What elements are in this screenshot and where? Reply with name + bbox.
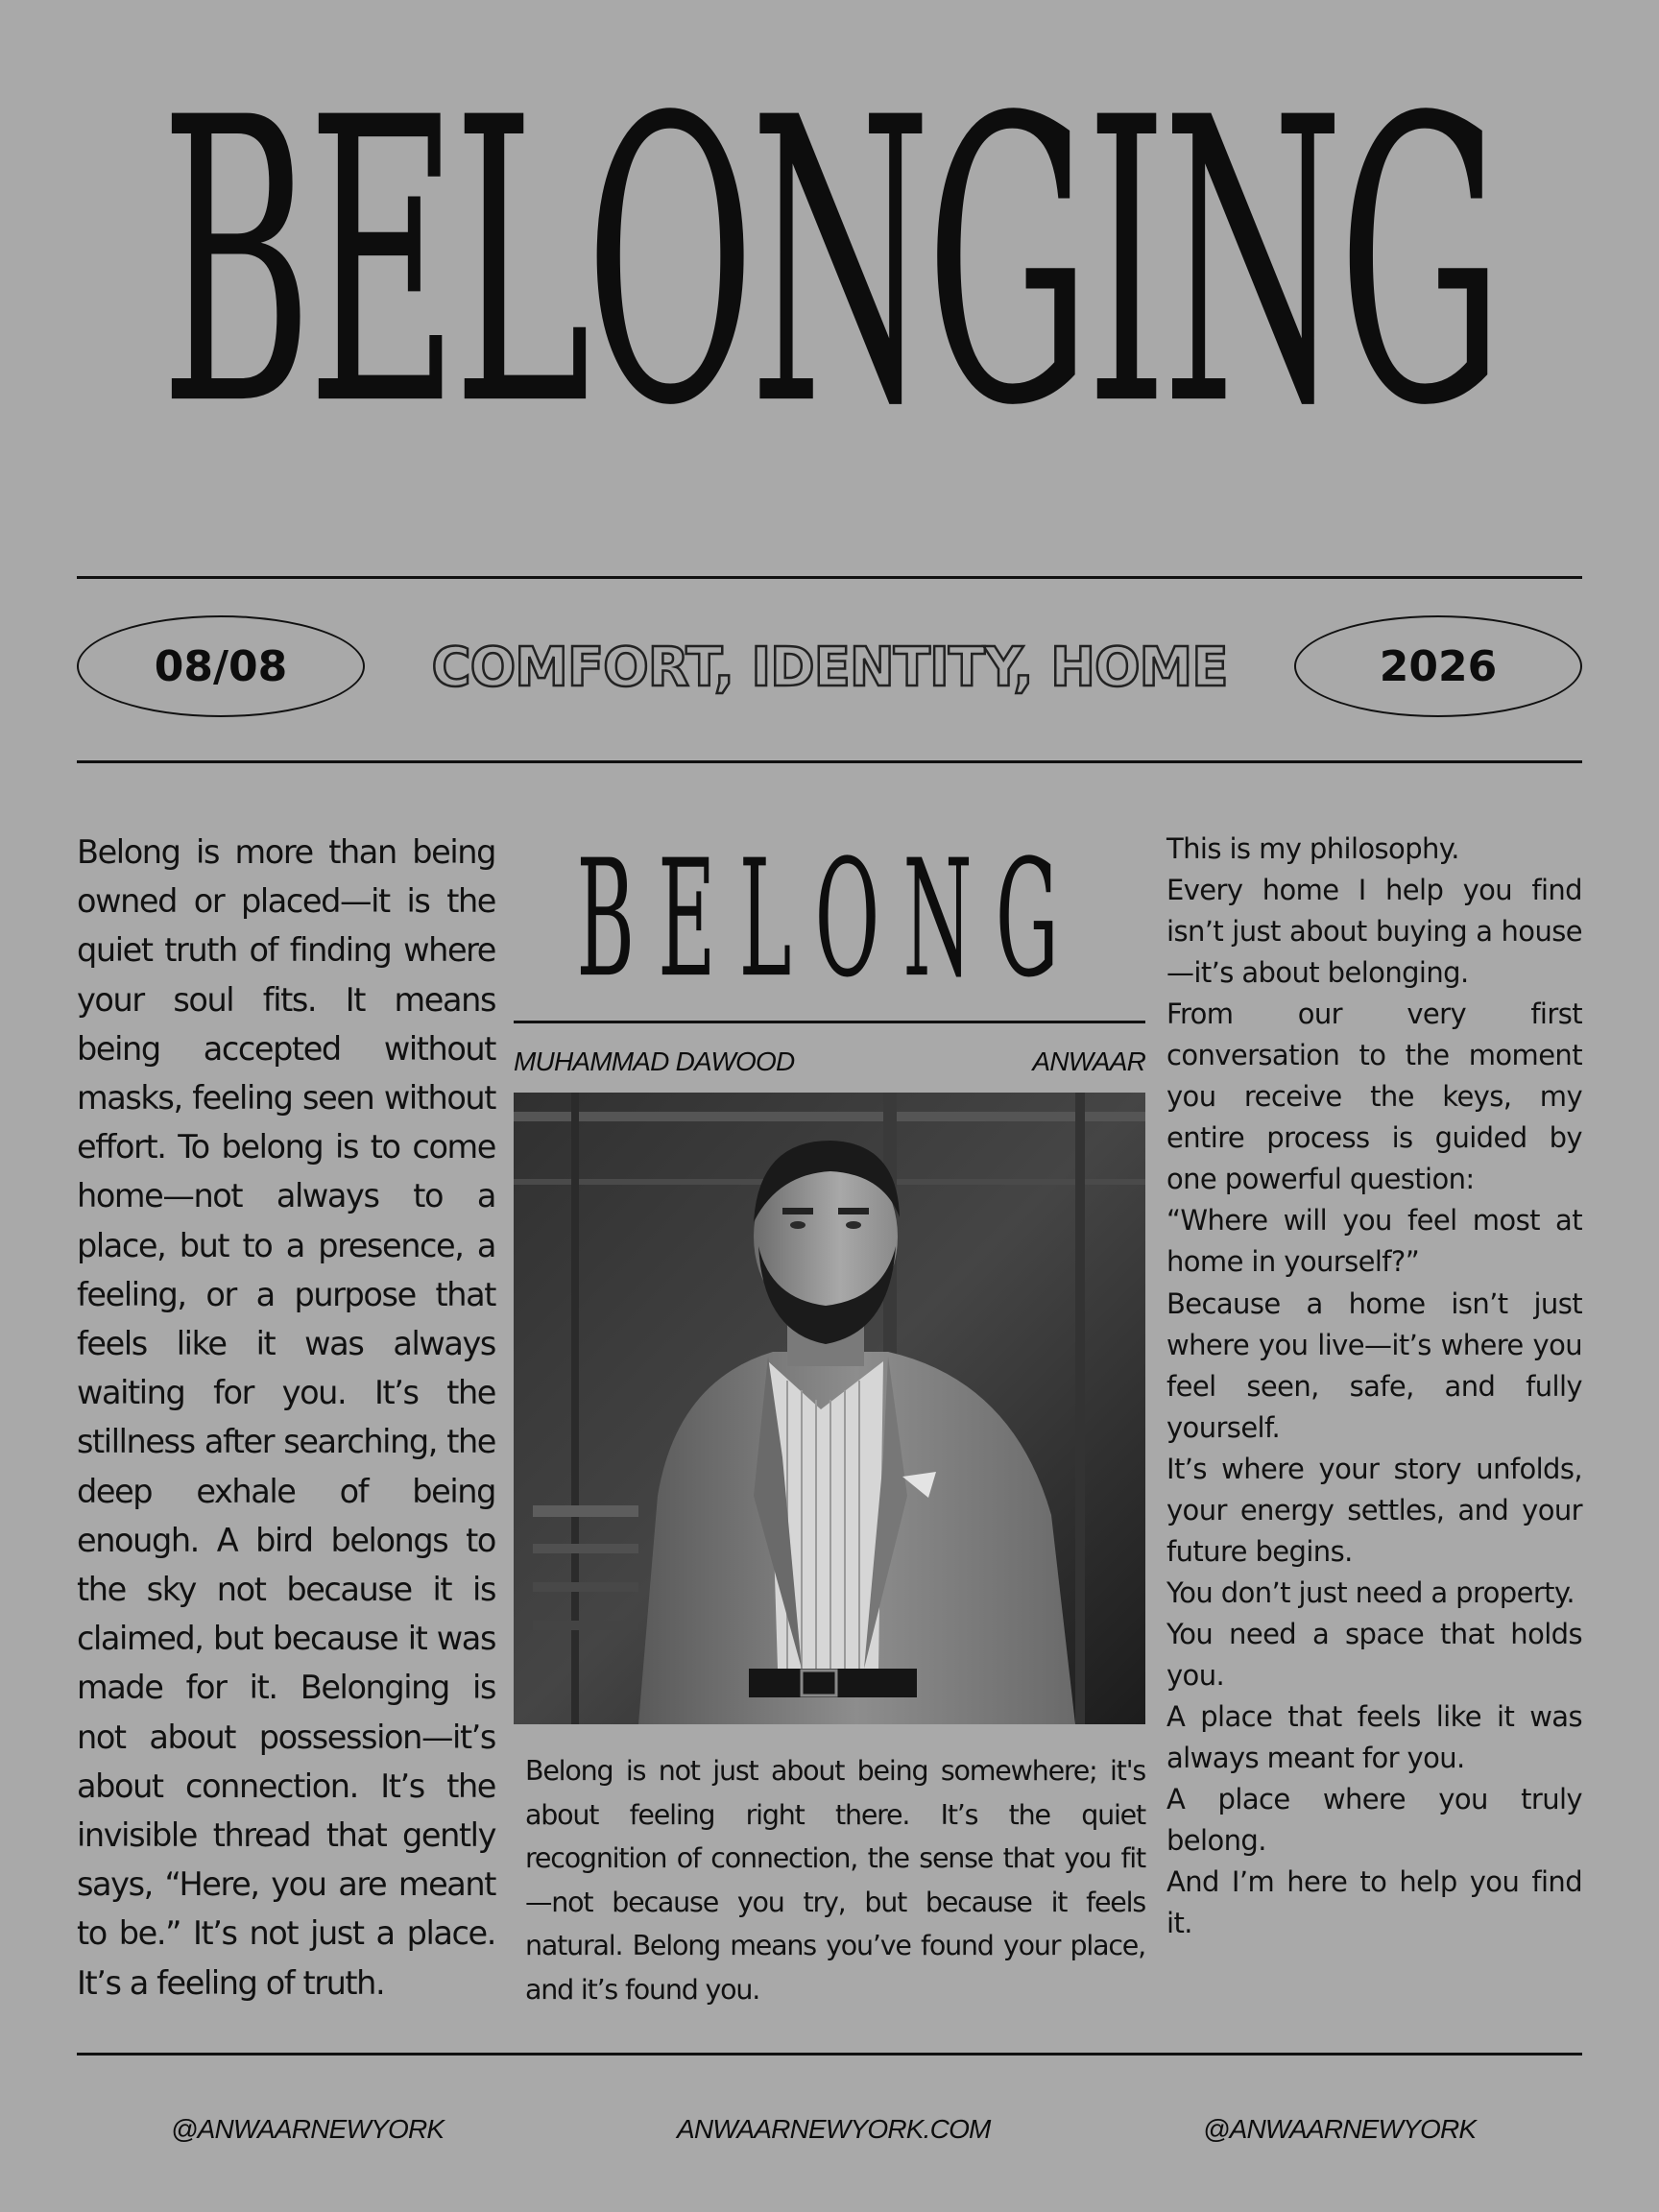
masthead-title	[77, 67, 1582, 461]
info-bar-divider	[77, 760, 1582, 763]
center-title-text: BELONG	[576, 833, 1083, 1006]
footer-handle-left: @ANWAARNEWYORK	[171, 2114, 445, 2144]
portrait-illustration	[514, 1093, 1145, 1724]
right-column-text	[1166, 829, 1582, 1944]
right-paragraph: It’s where your story unfolds, your energy settles, and your future begins.	[1166, 1452, 1582, 1568]
center-title-divider	[514, 1021, 1145, 1023]
right-paragraph: This is my philosophy.	[1166, 832, 1459, 865]
byline-first-name: MUHAMMAD DAWOOD	[514, 1046, 795, 1076]
center-column-text: Belong is not just about being somewhere; it's about feeling right there. It’s the quiet recognition of connection, the sense that you fit —not because you try, but because it feels natural. Belong means you’ve found your place, and it’s found you.	[525, 1755, 1145, 2006]
right-paragraph: You don’t just need a property.	[1166, 1575, 1575, 1609]
right-paragraph: And I’m here to help you find it.	[1166, 1865, 1582, 1940]
left-column-text: Belong is more than being owned or placed—it is the quiet truth of finding where your soul fits. It means being accepted without masks, feeling seen without effort. To belong is to come home—not always to a place, but to a presence, a feeling, or a purpose that feels like it was always waiting for you. It’s the stillness after searching, the deep exhale of being enough. A bird belongs to the sky not because it is claimed, but because it was made for it. Belonging is not about possession—it’s about connection. It’s the invisible thread that gently says, “Here, you are meant to be.” It’s not just a place. It’s a feeling of truth.	[77, 833, 495, 2002]
right-paragraph: A place where you truly belong.	[1166, 1783, 1582, 1858]
center-title	[514, 833, 1145, 1006]
footer-website: ANWAARNEWYORK.COM	[677, 2114, 991, 2144]
masthead-title-text: BELONGING	[160, 67, 1499, 461]
date-text: 08/08	[154, 641, 288, 691]
right-paragraph: A place that feels like it was always meant for you.	[1166, 1699, 1582, 1775]
year-badge	[1294, 615, 1582, 717]
right-paragraph: From our very first conversation to the moment you receive the keys, my entire process is guided by one powerful question:	[1166, 998, 1582, 1196]
right-paragraph: You need a space that holds you.	[1166, 1617, 1582, 1692]
top-divider	[77, 576, 1582, 579]
right-paragraph: Every home I help you find isn’t just about buying a house —it’s about belonging.	[1166, 874, 1582, 990]
footer-divider	[77, 2053, 1582, 2056]
byline-last-name: ANWAAR	[1032, 1046, 1145, 1076]
footer-handle-right: @ANWAARNEWYORK	[1203, 2114, 1477, 2144]
date-badge	[77, 615, 365, 717]
portrait-photo	[514, 1093, 1145, 1724]
right-paragraph: Because a home isn’t just where you live—it’s where you feel seen, safe, and fully yourself.	[1166, 1286, 1582, 1444]
year-text: 2026	[1379, 641, 1498, 691]
tagline: COMFORT, IDENTITY, HOME	[431, 636, 1228, 699]
right-paragraph: “Where will you feel most at home in yourself?”	[1166, 1204, 1582, 1279]
